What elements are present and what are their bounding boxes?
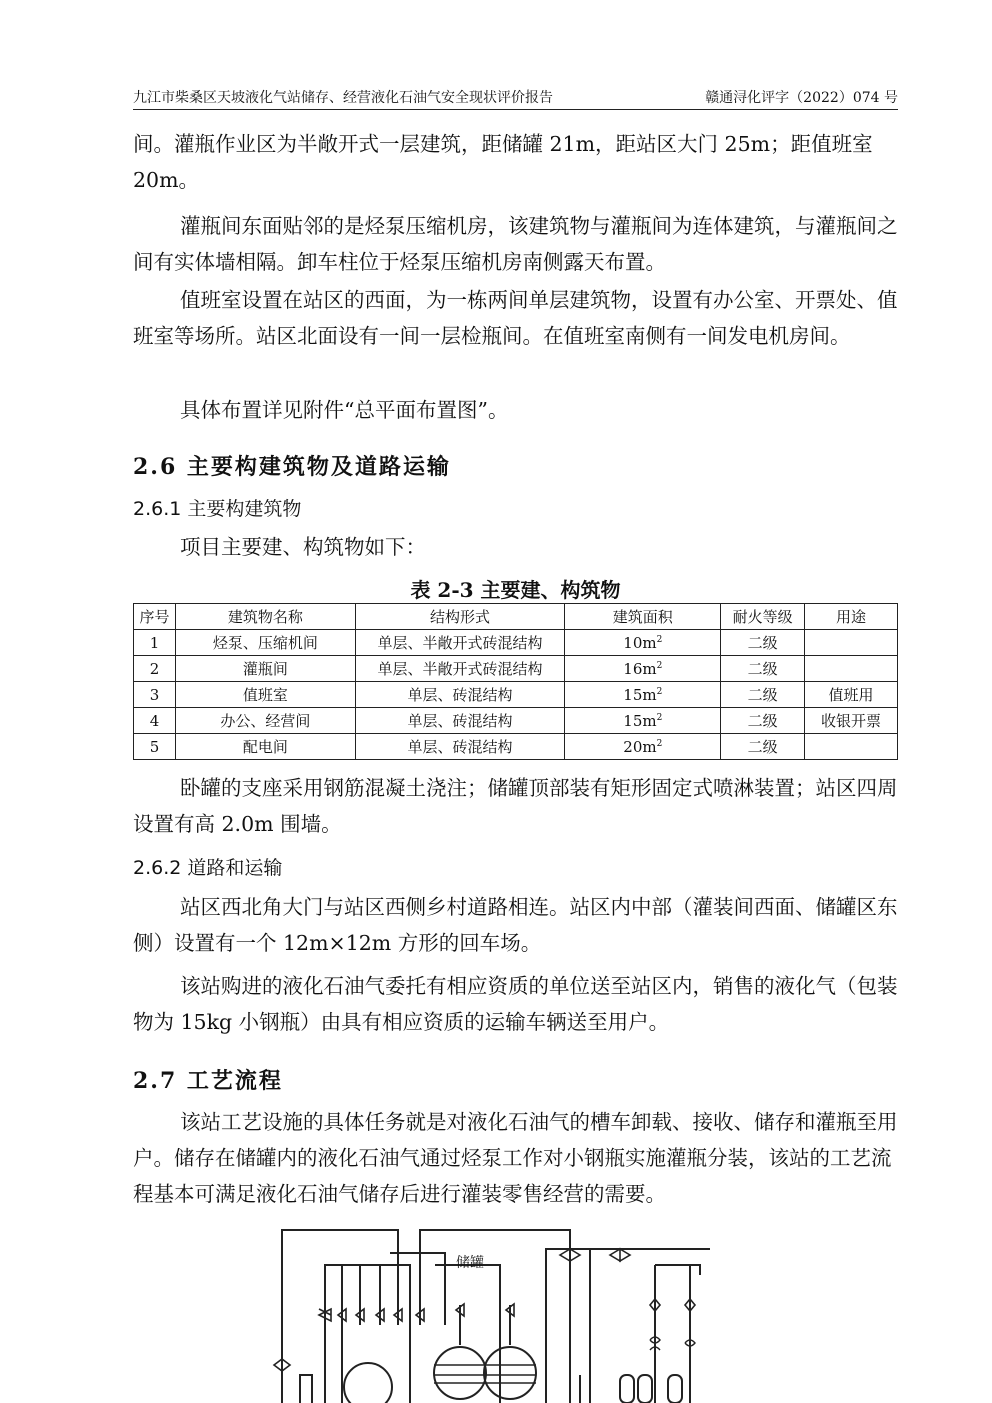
cell-name: 值班室 [175, 682, 355, 708]
cell-structure: 单层、砖混结构 [355, 734, 565, 760]
cell-name: 烃泵、压缩机间 [175, 630, 355, 656]
paragraph-tank-supports: 卧罐的支座采用钢筋混凝土浇注；储罐顶部装有矩形固定式喷淋装置；站区四周设置有高 2.0m 围墙。 [133, 776, 898, 836]
cell-structure: 单层、半敞开式砖混结构 [355, 656, 565, 682]
diagram-label-tank: 储罐 [456, 1256, 484, 1271]
section-2-6-heading: 2.6 主要构建筑物及道路运输 [133, 454, 451, 480]
cell-name: 办公、经营间 [175, 708, 355, 734]
cell-area: $10m^2$ [565, 630, 721, 656]
cell-fire-rating: 二级 [721, 656, 805, 682]
col-header-structure: 结构形式 [355, 604, 565, 630]
cell-fire-rating: 二级 [721, 734, 805, 760]
cell-no: 4 [134, 708, 176, 734]
col-header-area: 建筑面积 [565, 604, 721, 630]
table-header-row [134, 604, 898, 630]
cell-area: $15m^2$ [565, 708, 721, 734]
table-caption: 表 2-3 主要建、构筑物 [410, 578, 621, 602]
col-header-fire-rating: 耐火等级 [721, 604, 805, 630]
table-row [134, 734, 898, 760]
cell-fire-rating: 二级 [721, 708, 805, 734]
cell-use [805, 656, 898, 682]
cell-area: $16m^2$ [565, 656, 721, 682]
header-report-title: 九江市柴桑区天坡液化气站储存、经营液化石油气安全现状评价报告 [133, 90, 553, 106]
process-flow-diagram [270, 1225, 710, 1403]
paragraph-process: 该站工艺设施的具体任务就是对液化石油气的槽车卸载、接收、储存和灌瓶至用户。储存在储罐内的液化石油气通过烃泵工作对小钢瓶实施灌瓶分装，该站的工艺流程基本可满足液化石油气储存后进行灌装零售经营的需要。 [133, 1110, 898, 1206]
paragraph-duty-room: 值班室设置在站区的西面，为一栋两间单层建筑物，设置有办公室、开票处、值班室等场所。站区北面设有一间一层检瓶间。在值班室南侧有一间发电机房间。 [133, 288, 898, 348]
paragraph-road: 站区西北角大门与站区西侧乡村道路相连。站区内中部（灌装间西面、储罐区东侧）设置有一个 12m×12m 方形的回车场。 [133, 895, 898, 955]
header-doc-number: 赣通浔化评字（2022）074 号 [705, 90, 898, 106]
cell-structure: 单层、砖混结构 [355, 682, 565, 708]
cell-no: 5 [134, 734, 176, 760]
paragraph-filling-area: 间。灌瓶作业区为半敞开式一层建筑，距储罐 21m，距站区大门 25m；距值班室 20m。 [133, 132, 873, 192]
table-row [134, 682, 898, 708]
paragraph-compressor-room: 灌瓶间东面贴邻的是烃泵压缩机房，该建筑物与灌瓶间为连体建筑，与灌瓶间之间有实体墙相隔。卸车柱位于烃泵压缩机房南侧露天布置。 [133, 214, 898, 274]
cell-name: 配电间 [175, 734, 355, 760]
paragraph-layout-ref: 具体布置详见附件“总平面布置图”。 [180, 398, 509, 422]
cell-use [805, 734, 898, 760]
cell-use: 值班用 [805, 682, 898, 708]
col-header-name: 建筑物名称 [175, 604, 355, 630]
col-header-no: 序号 [134, 604, 176, 630]
section-2-7-heading: 2.7 工艺流程 [133, 1068, 283, 1094]
section-2-6-1-heading: 2.6.1 主要构建筑物 [133, 498, 302, 520]
table-intro: 项目主要建、构筑物如下： [180, 535, 426, 559]
cell-structure: 单层、砖混结构 [355, 708, 565, 734]
cell-fire-rating: 二级 [721, 630, 805, 656]
paragraph-transport: 该站购进的液化石油气委托有相应资质的单位送至站区内，销售的液化气（包装物为 15kg 小钢瓶）由具有相应资质的运输车辆送至用户。 [133, 974, 898, 1034]
table-row [134, 708, 898, 734]
page-header [133, 87, 898, 110]
cell-no: 2 [134, 656, 176, 682]
cell-area: $20m^2$ [565, 734, 721, 760]
cell-area: $15m^2$ [565, 682, 721, 708]
cell-no: 1 [134, 630, 176, 656]
section-2-6-2-heading: 2.6.2 道路和运输 [133, 857, 283, 879]
cell-use: 收银开票 [805, 708, 898, 734]
cell-use [805, 630, 898, 656]
table-row [134, 656, 898, 682]
cell-fire-rating: 二级 [721, 682, 805, 708]
cell-no: 3 [134, 682, 176, 708]
cell-structure: 单层、半敞开式砖混结构 [355, 630, 565, 656]
buildings-table [133, 603, 898, 760]
cell-name: 灌瓶间 [175, 656, 355, 682]
col-header-use: 用途 [805, 604, 898, 630]
table-row [134, 630, 898, 656]
